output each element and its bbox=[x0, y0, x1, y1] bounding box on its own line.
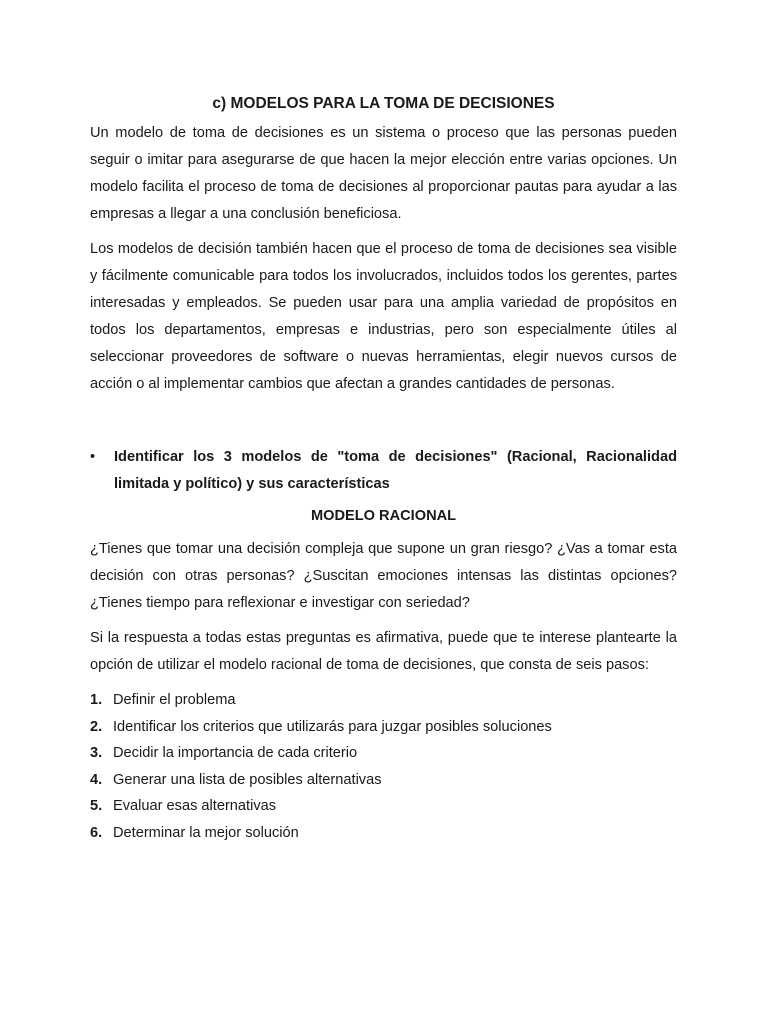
document-page bbox=[90, 90, 677, 846]
intro-paragraph-1: Un modelo de toma de decisiones es un sistema o proceso que las personas pueden seguir o imitar para asegurarse de que hacen la mejor elección entre varias opciones. Un modelo facilita el proceso de toma de decisiones al proporcionar pautas para ayudar a las empresas a llegar a una conclusión beneficiosa. bbox=[90, 125, 677, 222]
step-number: 5. bbox=[90, 798, 103, 814]
list-item bbox=[90, 820, 677, 847]
bullet-item bbox=[90, 444, 677, 498]
step-text: Decidir la importancia de cada criterio bbox=[113, 745, 358, 761]
step-number: 2. bbox=[90, 718, 103, 735]
step-number: 1. bbox=[90, 692, 103, 708]
list-item bbox=[90, 793, 677, 820]
section-paragraph-1: ¿Tienes que tomar una decisión compleja que supone un gran riesgo? ¿Vas a tomar esta decisión con otras personas? ¿Suscitan emociones intensas las distintas opciones? ¿Tienes tiempo para reflexionar e investigar con seriedad? bbox=[90, 541, 677, 611]
step-text: Generar una lista de posibles alternativas bbox=[113, 771, 382, 788]
step-number: 3. bbox=[90, 745, 103, 761]
intro-paragraph-2: Los modelos de decisión también hacen que el proceso de toma de decisiones sea visible y fácilmente comunicable para todos los involucrados, incluidos todos los gerentes, partes interesadas y empleados. Se pueden usar para una amplia variedad de propósitos en todos los departamentos, empresas e industrias, pero son especialmente útiles al seleccionar proveedores de software o nuevas herramientas, elegir nuevos cursos de acción o al implementar cambios que afectan a grandes cantidades de personas. bbox=[90, 241, 677, 392]
step-number: 4. bbox=[90, 771, 103, 788]
steps-list bbox=[90, 687, 677, 846]
bullet-text: Identificar los 3 modelos de "toma de decisiones" (Racional, Racionalidad limitada y político) y sus características bbox=[114, 449, 677, 492]
list-item bbox=[90, 687, 677, 714]
step-text: Definir el problema bbox=[113, 692, 236, 708]
spacer bbox=[90, 406, 677, 444]
page-title: c) MODELOS PARA LA TOMA DE DECISIONES bbox=[212, 95, 555, 112]
section-heading: MODELO RACIONAL bbox=[310, 508, 457, 524]
list-item bbox=[90, 740, 677, 767]
step-text: Determinar la mejor solución bbox=[113, 824, 299, 841]
bullet-icon: • bbox=[90, 449, 96, 465]
step-number: 6. bbox=[90, 824, 103, 841]
list-item bbox=[90, 714, 677, 741]
list-item bbox=[90, 767, 677, 794]
section-paragraph-2: Si la respuesta a todas estas preguntas es afirmativa, puede que te interese plantearte la opción de utilizar el modelo racional de toma de decisiones, que consta de seis pasos: bbox=[90, 630, 677, 673]
step-text: Identificar los criterios que utilizarás para juzgar posibles soluciones bbox=[113, 718, 552, 735]
step-text: Evaluar esas alternativas bbox=[113, 798, 277, 814]
